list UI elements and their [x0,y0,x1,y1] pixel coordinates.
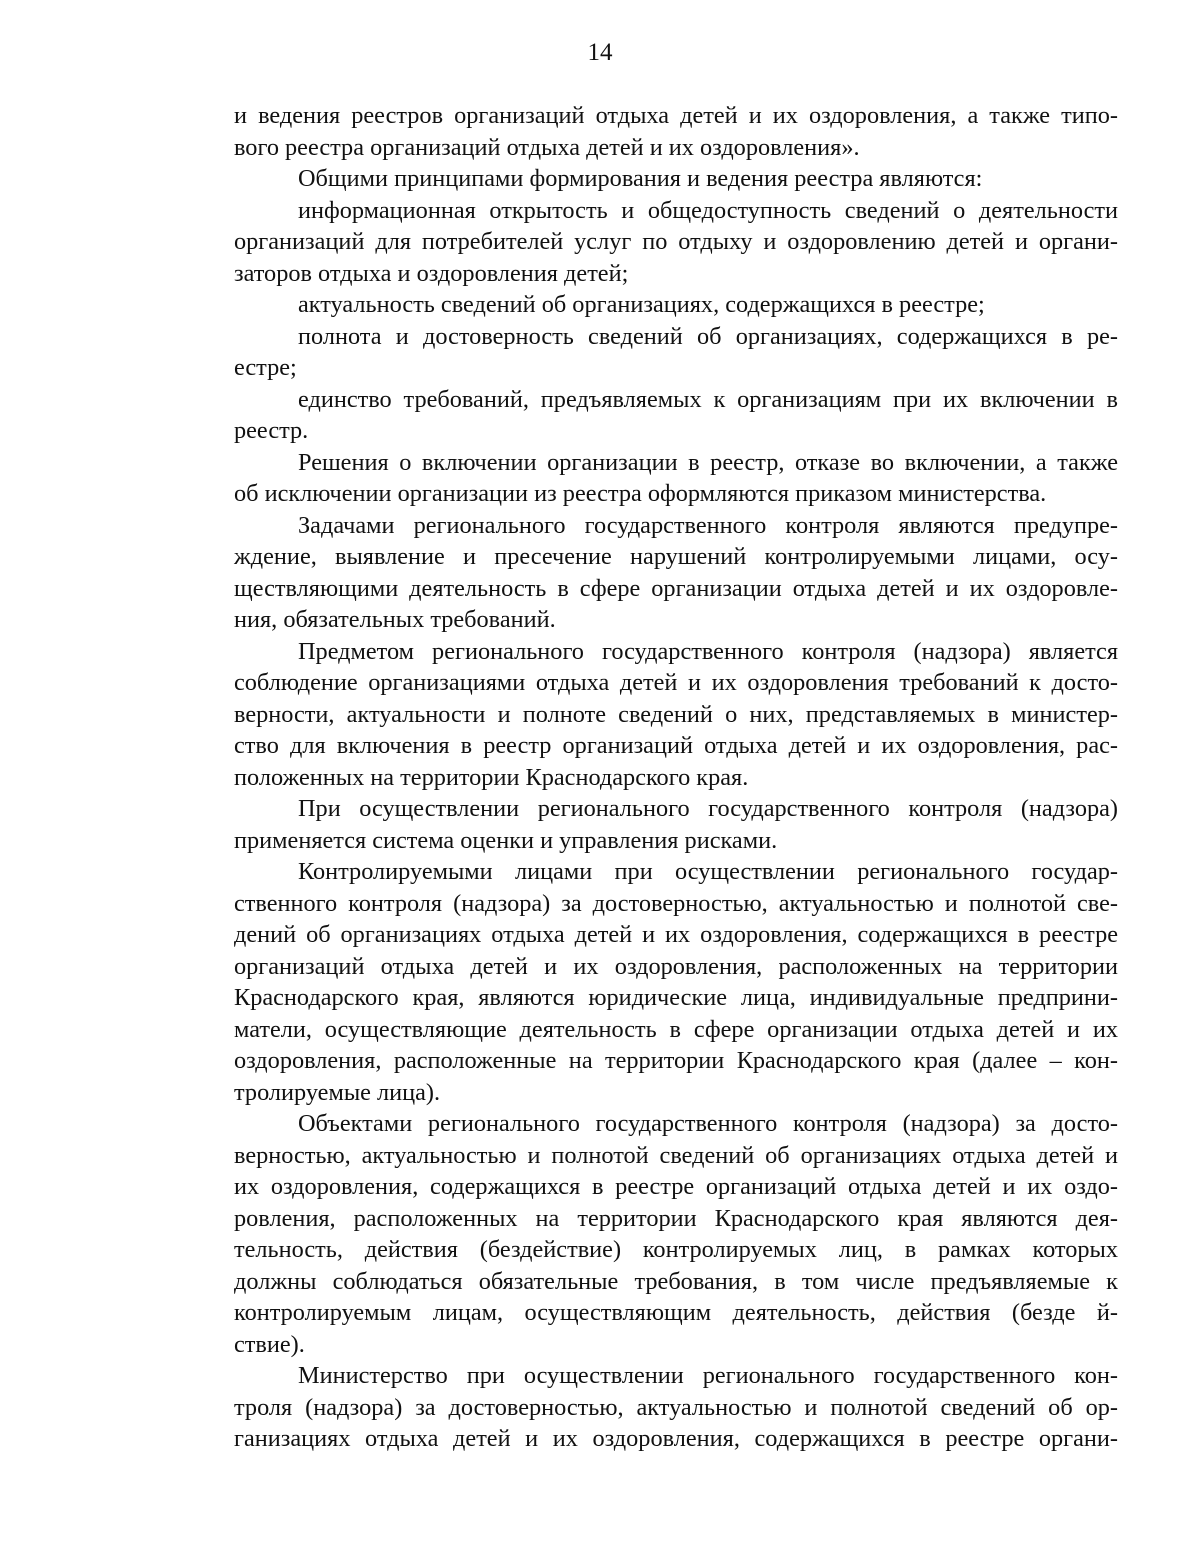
text-line: Краснодарского края, являются юридические лица, индивидуальные предприни- [234,984,1118,1011]
text-line: ровления, расположенных на территории Краснодарского края являются дея- [234,1204,1118,1232]
text-line: контролируемым лицам, осуществляющим деятельность, действия (безде й- [234,1299,1118,1326]
text-line: верностью, актуальностью и полнотой сведений об организациях отдыха детей и [234,1141,1118,1169]
text-line: информационная открытость и общедоступность сведений о деятельности [298,196,1118,224]
text-line: реестр. [234,417,309,444]
text-line: ствие). [234,1330,305,1358]
text-line: дений об организациях отдыха детей и их оздоровления, содержащихся в реестре [234,921,1118,948]
text-line: соблюдение организациями отдыха детей и их оздоровления требований к досто- [234,669,1118,696]
text-line: тролируемые лица). [234,1078,441,1106]
text-line: естре; [234,354,297,381]
text-line: полнота и достоверность сведений об организациях, содержащихся в ре- [298,322,1118,350]
text-line: единство требований, предъявляемых к организациям при их включении в [298,385,1118,413]
text-line: положенных на территории Краснодарского края. [234,763,749,791]
text-line: ство для включения в реестр организаций отдыха детей и их оздоровления, рас- [234,732,1118,759]
text-line: заторов отдыха и оздоровления детей; [234,259,629,287]
text-line: троля (надзора) за достоверностью, актуальностью и полнотой сведений об ор- [234,1393,1118,1421]
text-line: оздоровления, расположенные на территории Краснодарского края (далее – кон- [234,1047,1118,1074]
text-line: Предметом регионального государственного контроля (надзора) является [298,637,1118,665]
text-line: организаций для потребителей услуг по отдыху и оздоровлению детей и органи- [234,228,1118,255]
text-line: ственного контроля (надзора) за достоверностью, актуальностью и полнотой све- [234,889,1118,917]
text-line: их оздоровления, содержащихся в реестре организаций отдыха детей и их оздо- [234,1173,1118,1200]
page-number: 14 [587,39,613,66]
text-line: Решения о включении организации в реестр, отказе во включении, а также [298,448,1118,476]
text-line: Задачами регионального государственного контроля являются предупре- [298,511,1118,539]
text-line: должны соблюдаться обязательные требования, в том числе предъявляемые к [234,1267,1118,1295]
text-line: матели, осуществляющие деятельность в сфере организации отдыха детей и их [234,1015,1118,1043]
text-line: Общими принципами формирования и ведения реестра являются: [298,165,983,192]
text-line: организаций отдыха детей и их оздоровления, расположенных на территории [234,952,1118,980]
text-line: Контролируемыми лицами при осуществлении регионального государ- [298,858,1118,885]
body-text [234,100,1118,1455]
text-line: ществляющими деятельность в сфере организации отдыха детей и их оздоровле- [234,574,1118,602]
text-line: об исключении организации из реестра оформляются приказом министерства. [234,480,1047,507]
text-line: и ведения реестров организаций отдыха детей и их оздоровления, а также типо- [234,102,1118,129]
text-line: ганизациях отдыха детей и их оздоровления, содержащихся в реестре органи- [234,1425,1118,1452]
text-line: тельность, действия (бездействие) контролируемых лиц, в рамках которых [234,1236,1118,1263]
text-line: ждение, выявление и пресечение нарушений контролируемыми лицами, осу- [234,543,1118,570]
text-line: Объектами регионального государственного контроля (надзора) за досто- [298,1110,1118,1137]
text-line: вого реестра организаций отдыха детей и их оздоровления». [234,133,860,161]
text-line: При осуществлении регионального государственного контроля (надзора) [298,795,1118,822]
text-line: актуальность сведений об организациях, содержащихся в реестре; [298,291,985,318]
text-line: применяется система оценки и управления рисками. [234,826,778,854]
text-line: верности, актуальности и полноте сведений о них, представляемых в министер- [234,700,1118,728]
text-line: Министерство при осуществлении регионального государственного кон- [298,1362,1118,1389]
text-line: ния, обязательных требований. [234,606,556,633]
